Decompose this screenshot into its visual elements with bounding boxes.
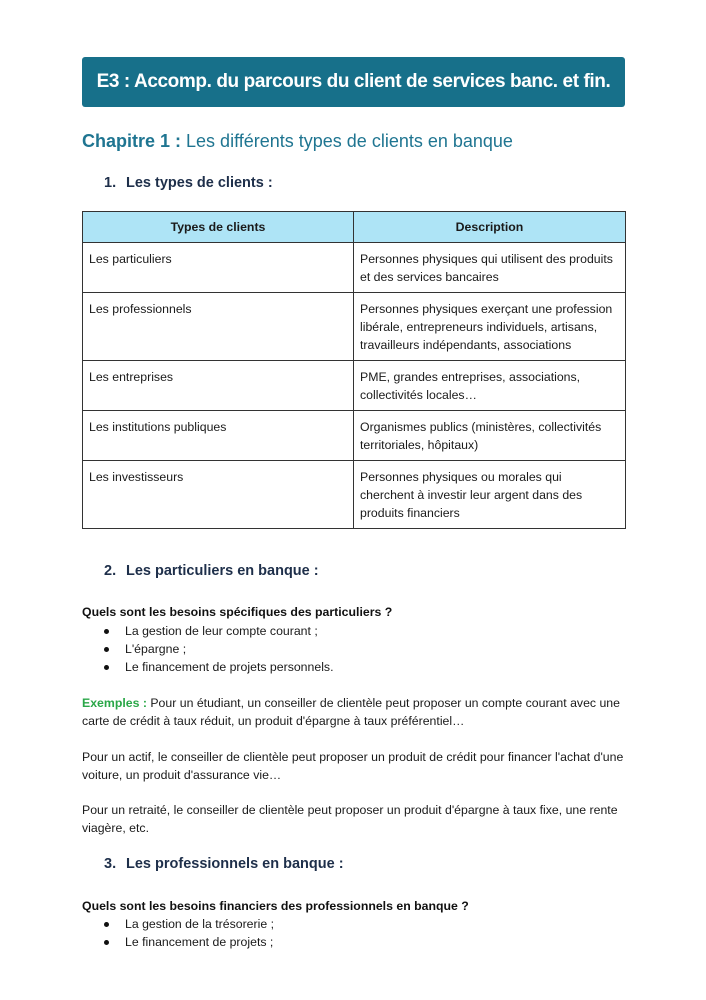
table-cell-description: Personnes physiques qui utilisent des produits et des services bancaires	[354, 243, 626, 293]
list-item: L'épargne ;	[100, 640, 334, 658]
table-cell-type: Les investisseurs	[83, 461, 354, 529]
list-item: Le financement de projets ;	[100, 933, 274, 951]
table-row	[83, 411, 626, 461]
table-row	[83, 293, 626, 361]
table-header-row	[83, 212, 626, 243]
course-title-banner	[82, 57, 625, 107]
table-cell-description: Organismes publics (ministères, collectivités territoriales, hôpitaux)	[354, 411, 626, 461]
table-row	[83, 243, 626, 293]
table-cell-description: Personnes physiques ou morales qui cherchent à investir leur argent dans des produits financiers	[354, 461, 626, 529]
section-2-number: 2.	[104, 563, 117, 579]
table-cell-type: Les entreprises	[83, 361, 354, 411]
list-item: Le financement de projets personnels.	[100, 658, 334, 676]
section-2-heading	[104, 563, 319, 579]
section-1-number: 1.	[104, 175, 117, 191]
table-cell-type: Les professionnels	[83, 293, 354, 361]
section-1-heading	[104, 175, 273, 191]
chapter-label: Chapitre 1 :	[82, 131, 182, 151]
section-3-bullet-list	[100, 915, 274, 951]
section-3-heading	[104, 856, 344, 872]
section-3-question: Quels sont les besoins financiers des professionnels en banque ?	[82, 899, 469, 913]
table-header-types: Types de clients	[83, 212, 354, 243]
table-row	[83, 461, 626, 529]
section-2-question: Quels sont les besoins spécifiques des particuliers ?	[82, 605, 393, 619]
section-2-bullet-list	[100, 622, 334, 676]
client-types-table	[82, 211, 626, 529]
chapter-heading	[82, 131, 513, 152]
list-item: La gestion de la trésorerie ;	[100, 915, 274, 933]
section-3-number: 3.	[104, 856, 117, 872]
section-3-title: Les professionnels en banque :	[126, 856, 344, 872]
section-2-title: Les particuliers en banque :	[126, 563, 319, 579]
table-cell-type: Les institutions publiques	[83, 411, 354, 461]
example-paragraph-2: Pour un actif, le conseiller de clientèle peut proposer un produit de crédit pour financer l'achat d'une voiture, un produit d'assurance vie…	[82, 750, 624, 782]
example-1-text: Pour un étudiant, un conseiller de clientèle peut proposer un compte courant avec une carte de crédit à taux réduit, un produit d'épargne à taux préférentiel…	[82, 696, 620, 728]
table-header-description: Description	[354, 212, 626, 243]
table-row	[83, 361, 626, 411]
course-title: E3 : Accomp. du parcours du client de services banc. et fin.	[96, 71, 611, 92]
list-item: La gestion de leur compte courant ;	[100, 622, 334, 640]
table-cell-type: Les particuliers	[83, 243, 354, 293]
example-paragraph-1	[82, 694, 627, 730]
section-1-title: Les types de clients :	[126, 175, 273, 191]
examples-label: Exemples :	[82, 696, 147, 710]
table-cell-description: PME, grandes entreprises, associations, collectivités locales…	[354, 361, 626, 411]
chapter-title: Les différents types de clients en banque	[181, 131, 513, 151]
table-cell-description: Personnes physiques exerçant une profession libérale, entrepreneurs individuels, artisans, travailleurs indépendants, associations	[354, 293, 626, 361]
example-paragraph-3: Pour un retraité, le conseiller de clientèle peut proposer un produit d'épargne à taux fixe, une rente viagère, etc.	[82, 803, 618, 835]
